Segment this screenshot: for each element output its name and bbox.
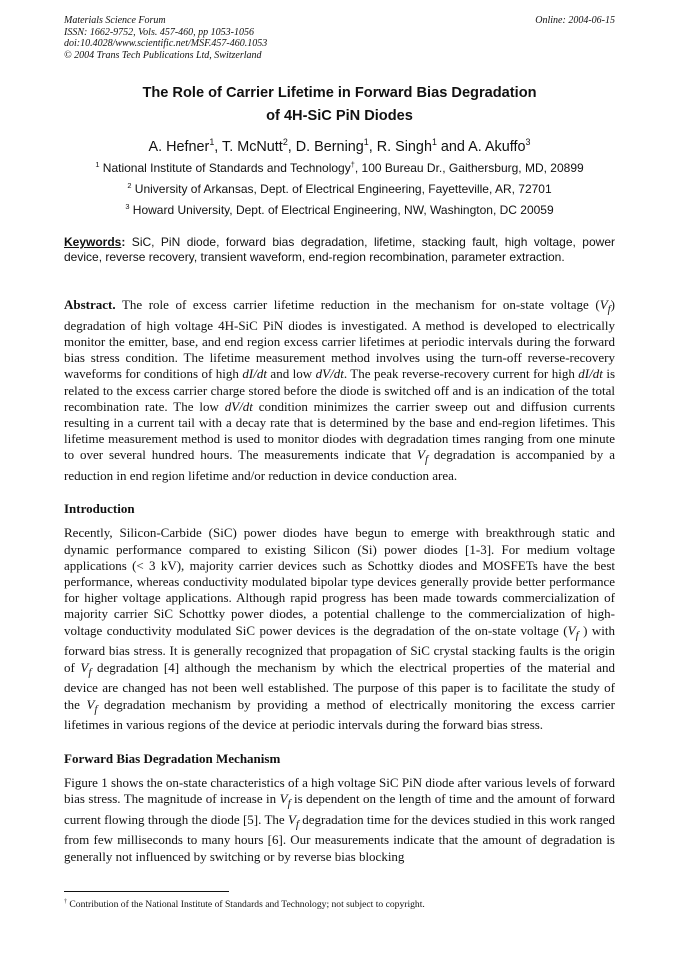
math-sub: f	[575, 629, 579, 642]
body-text: degradation time for the devices studied in this work ranged from few milliseconds to many hours [6]. Our measurements indicate that the amount of degradation is generally not influenced by switching or by reverse bias blocking	[64, 811, 615, 864]
abstract-text: ) degradation of high voltage 4H-SiC PiN diodes is investigated. A method is developed to electrically monitor the emitter, base, and end region excess carrier lifetimes at periodic intervals during the forward bias stress condition. The lifetime measurement method involves using the turn-off reverse-recovery waveforms for conditions of high	[64, 297, 615, 382]
footnote-dagger: †	[64, 898, 67, 905]
copyright-line: © 2004 Trans Tech Publications Ltd, Switzerland	[64, 49, 262, 61]
title-line-1: The Role of Carrier Lifetime in Forward Bias Degradation	[142, 85, 537, 101]
keywords-colon: :	[121, 235, 126, 249]
math-var: V	[567, 622, 576, 638]
journal-name: Materials Science Forum	[64, 15, 166, 26]
math-var: V	[599, 297, 608, 312]
online-date: Online: 2004-06-15	[535, 15, 615, 26]
body-text: Recently, Silicon-Carbide (SiC) power diodes have begun to emerge with breakthrough static and dynamic performance compared to existing Silicon (Si) power diodes [1-3]. For medium voltage applications (< 3 kV), majority carrier devices such as Schottky diodes and MOSFETs have the best performance, whereas conductivity modulated bipolar type devices generally provide better performance for higher voltage applications. Although rapid progress has been made towards commercialization of majority carrier SiC Schottky power diodes, a potential challenge to the commercialization of high-voltage conductivity modulated SiC power devices is the degradation of the on-state voltage (	[64, 525, 615, 638]
math-var: V	[80, 659, 89, 675]
forward-bias-paragraph	[64, 775, 615, 865]
doi-line[interactable]: doi:10.4028/www.scientific.net/MSF.457-460.1053	[64, 38, 268, 49]
author-hefner: A. Hefner	[148, 139, 210, 155]
footnote-divider	[64, 891, 229, 892]
author-affil-mark: 2	[282, 137, 288, 148]
footnote-text: Contribution of the National Institute of Standards and Technology; not subject to copyright.	[66, 899, 425, 910]
body-text: Figure 1 shows the on-state characteristics of a high voltage SiC PiN diode after various levels of forward bias stress. The magnitude of increase in	[64, 774, 615, 806]
math-var: V	[279, 790, 288, 806]
keywords-text: SiC, PiN diode, forward bias degradation, lifetime, stacking fault, high voltage, power device, reverse recovery, transient waveform, end-region recombination, parameter extraction.	[64, 235, 615, 264]
body-text: ) with forward bias stress. It is generally recognized that propagation of SiC crystal stacking faults is the origin of	[64, 622, 615, 675]
abstract-text: and low	[266, 366, 316, 382]
body-text: is dependent on the length of time and the amount of forward current flowing through the diode [5]. The	[64, 790, 615, 827]
affiliation-list	[64, 158, 615, 221]
author-affil-mark: 1	[363, 137, 369, 148]
math-sub: f	[607, 303, 611, 316]
author-list	[64, 137, 615, 157]
introduction-heading: Introduction	[64, 501, 135, 517]
keywords-block	[64, 235, 615, 264]
forward-bias-heading: Forward Bias Degradation Mechanism	[64, 750, 281, 766]
dagger-mark: †	[350, 160, 355, 169]
abstract-block	[64, 297, 615, 484]
abstract-label: Abstract.	[64, 297, 116, 312]
affil-text: University of Arkansas, Dept. of Electrical Engineering, Fayetteville, AR, 72701	[131, 182, 552, 196]
affil-text: National Institute of Standards and Technology	[99, 161, 351, 175]
math-var: dV/dt	[224, 398, 253, 414]
abstract-text: is related to the excess carrier charge stored before the diode is switched off and is an indication of the total recombination rate. The low	[64, 366, 616, 414]
author-berning: , D. Berning	[287, 139, 364, 155]
issn-line: ISSN: 1662-9752, Vols. 457-460, pp 1053-1056	[64, 26, 254, 38]
affiliation-2	[64, 179, 615, 200]
math-var: V	[86, 696, 95, 712]
body-text: degradation [4] although the mechanism by which the electrical properties of the material and device are changed has not been well established. The purpose of this paper is to facilitate the study of the	[64, 659, 615, 712]
affil-text: , 100 Bureau Dr., Gaithersburg, MD, 20899	[354, 161, 584, 175]
title-line-2: of 4H-SiC PiN Diodes	[266, 108, 413, 124]
affil-number: 1	[95, 160, 100, 169]
introduction-paragraph	[64, 525, 615, 733]
math-sub: f	[88, 666, 92, 679]
math-var: dI/dt	[242, 366, 267, 382]
math-var: dV/dt	[315, 366, 344, 382]
math-sub: f	[295, 818, 299, 831]
footnote	[64, 899, 615, 911]
journal-header	[64, 15, 615, 61]
paper-page	[64, 15, 615, 865]
math-var: V	[417, 447, 425, 463]
abstract-text: . The peak reverse-recovery current for high	[343, 366, 579, 382]
author-affil-mark: 1	[209, 137, 215, 148]
author-affil-mark: 1	[431, 137, 437, 148]
author-mcnutt: , T. McNutt	[214, 139, 283, 155]
abstract-text: degradation is accompanied by a reduction in end region lifetime and/or reduction in device conduction area.	[64, 447, 615, 484]
affil-number: 3	[125, 202, 130, 211]
math-sub: f	[287, 797, 291, 810]
math-var: V	[287, 811, 296, 827]
abstract-text: The role of excess carrier lifetime reduction in the mechanism for on-state voltage (	[115, 297, 600, 312]
author-affil-mark: 3	[525, 137, 531, 148]
affil-text: Howard University, Dept. of Electrical Engineering, NW, Washington, DC 20059	[129, 203, 554, 217]
affiliation-1	[64, 158, 615, 179]
author-singh: , R. Singh	[368, 139, 432, 155]
math-var: dI/dt	[578, 366, 603, 382]
math-sub: f	[424, 454, 428, 467]
affiliation-3	[64, 200, 615, 221]
paper-title	[64, 82, 615, 128]
math-sub: f	[94, 703, 98, 716]
affil-number: 2	[127, 181, 132, 190]
keywords-label: Keywords	[64, 235, 122, 249]
body-text: degradation mechanism by providing a method of electrically monitoring the excess carrier lifetimes in various regions of the device at periodic intervals during the forward bias stress.	[64, 696, 615, 733]
abstract-text: condition minimizes the carrier sweep out and diffusion currents resulting in a current tail with a decay rate that is determined by the base and end-region lifetimes. This lifetime measurement method is used to monitor diodes with degradation times ranging from one minute to over several hundred hours. The measurements indicate that	[64, 398, 616, 463]
author-akuffo: and A. Akuffo	[436, 139, 526, 155]
